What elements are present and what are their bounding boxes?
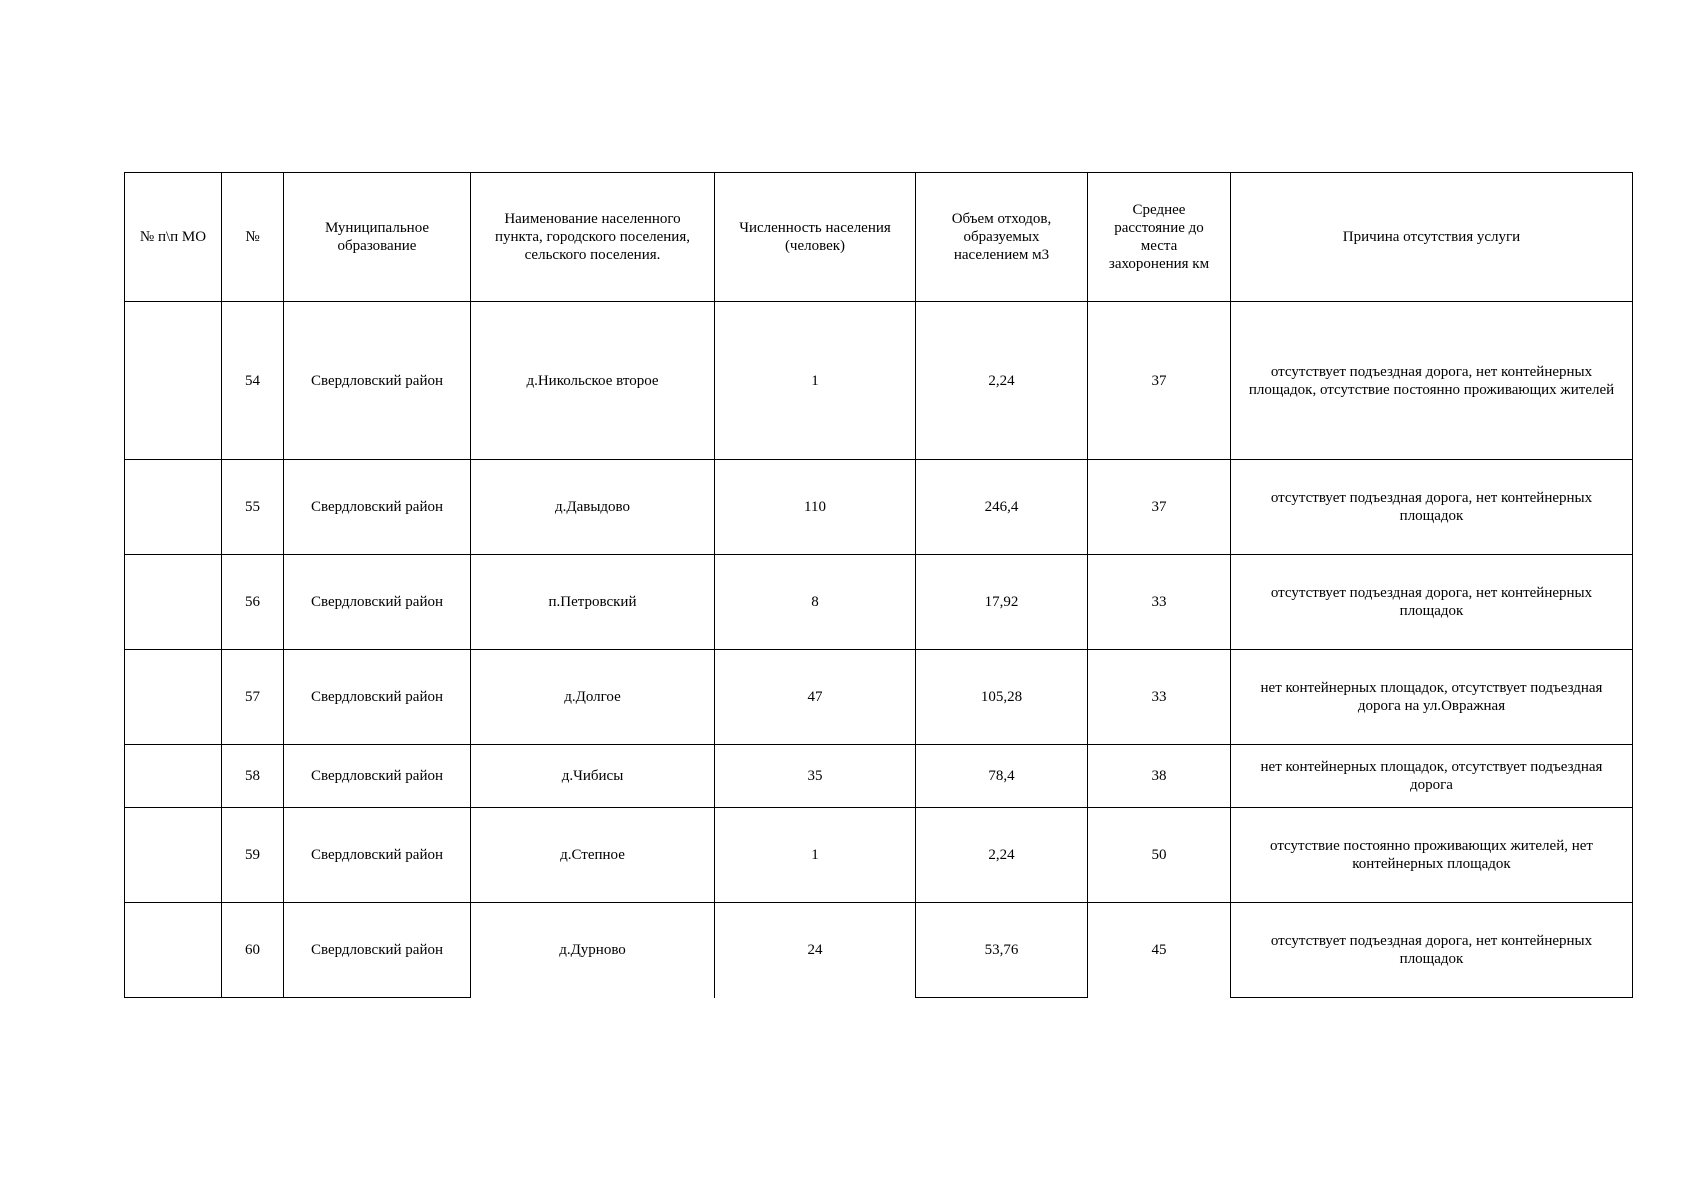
cell-settlement: д.Давыдово — [471, 460, 715, 555]
header-waste-volume: Объем отходов, образуемых населением м3 — [916, 173, 1088, 302]
cell-municipality: Свердловский район — [284, 460, 471, 555]
cell-population: 1 — [715, 302, 916, 460]
cell-waste-volume: 78,4 — [916, 745, 1088, 808]
cell-settlement: д.Никольское второе — [471, 302, 715, 460]
cell-population: 24 — [715, 903, 916, 998]
table-row — [125, 808, 1633, 903]
cell-distance: 33 — [1088, 650, 1231, 745]
cell-waste-volume: 2,24 — [916, 302, 1088, 460]
cell-settlement: д.Чибисы — [471, 745, 715, 808]
table-row — [125, 903, 1633, 998]
cell-municipality: Свердловский район — [284, 808, 471, 903]
cell-waste-volume: 105,28 — [916, 650, 1088, 745]
cell-number: 54 — [222, 302, 284, 460]
cell-reason: нет контейнерных площадок, отсутствует подъездная дорога — [1231, 745, 1633, 808]
header-distance: Среднее расстояние до места захоронения км — [1088, 173, 1231, 302]
cell-mo-index — [125, 555, 222, 650]
cell-municipality: Свердловский район — [284, 302, 471, 460]
cell-distance: 37 — [1088, 302, 1231, 460]
cell-reason: отсутствует подъездная дорога, нет контейнерных площадок, отсутствие постоянно проживающих жителей — [1231, 302, 1633, 460]
cell-settlement: д.Долгое — [471, 650, 715, 745]
header-reason: Причина отсутствия услуги — [1231, 173, 1633, 302]
cell-number: 55 — [222, 460, 284, 555]
cell-mo-index — [125, 650, 222, 745]
cell-reason: отсутствует подъездная дорога, нет контейнерных площадок — [1231, 460, 1633, 555]
cell-mo-index — [125, 302, 222, 460]
header-number: № — [222, 173, 284, 302]
cell-number: 59 — [222, 808, 284, 903]
header-settlement: Наименование населенного пункта, городского поселения, сельского поселения. — [471, 173, 715, 302]
header-mo-index: № п\п МО — [125, 173, 222, 302]
cell-population: 35 — [715, 745, 916, 808]
header-municipality: Муниципальное образование — [284, 173, 471, 302]
cell-mo-index — [125, 745, 222, 808]
cell-waste-volume: 246,4 — [916, 460, 1088, 555]
cell-distance: 37 — [1088, 460, 1231, 555]
cell-reason: нет контейнерных площадок, отсутствует подъездная дорога на ул.Овражная — [1231, 650, 1633, 745]
cell-population: 110 — [715, 460, 916, 555]
header-row — [125, 173, 1633, 302]
cell-distance: 33 — [1088, 555, 1231, 650]
cell-municipality: Свердловский район — [284, 650, 471, 745]
cell-municipality: Свердловский район — [284, 555, 471, 650]
table-row — [125, 745, 1633, 808]
table-row — [125, 460, 1633, 555]
cell-reason: отсутствие постоянно проживающих жителей, нет контейнерных площадок — [1231, 808, 1633, 903]
cell-municipality: Свердловский район — [284, 903, 471, 998]
table-row — [125, 555, 1633, 650]
table-row — [125, 650, 1633, 745]
cell-number: 60 — [222, 903, 284, 998]
cell-number: 58 — [222, 745, 284, 808]
cell-waste-volume: 17,92 — [916, 555, 1088, 650]
cell-distance: 45 — [1088, 903, 1231, 998]
cell-waste-volume: 2,24 — [916, 808, 1088, 903]
cell-reason: отсутствует подъездная дорога, нет контейнерных площадок — [1231, 555, 1633, 650]
cell-settlement: д.Дурново — [471, 903, 715, 998]
cell-population: 8 — [715, 555, 916, 650]
cell-number: 57 — [222, 650, 284, 745]
table-row — [125, 302, 1633, 460]
cell-mo-index — [125, 460, 222, 555]
header-population: Численность населения (человек) — [715, 173, 916, 302]
cell-municipality: Свердловский район — [284, 745, 471, 808]
cell-settlement: д.Степное — [471, 808, 715, 903]
cell-reason: отсутствует подъездная дорога, нет контейнерных площадок — [1231, 903, 1633, 998]
cell-mo-index — [125, 808, 222, 903]
settlements-table — [124, 172, 1633, 998]
cell-population: 1 — [715, 808, 916, 903]
cell-population: 47 — [715, 650, 916, 745]
document-page — [124, 172, 1633, 998]
cell-number: 56 — [222, 555, 284, 650]
cell-settlement: п.Петровский — [471, 555, 715, 650]
cell-distance: 50 — [1088, 808, 1231, 903]
cell-waste-volume: 53,76 — [916, 903, 1088, 998]
cell-distance: 38 — [1088, 745, 1231, 808]
cell-mo-index — [125, 903, 222, 998]
